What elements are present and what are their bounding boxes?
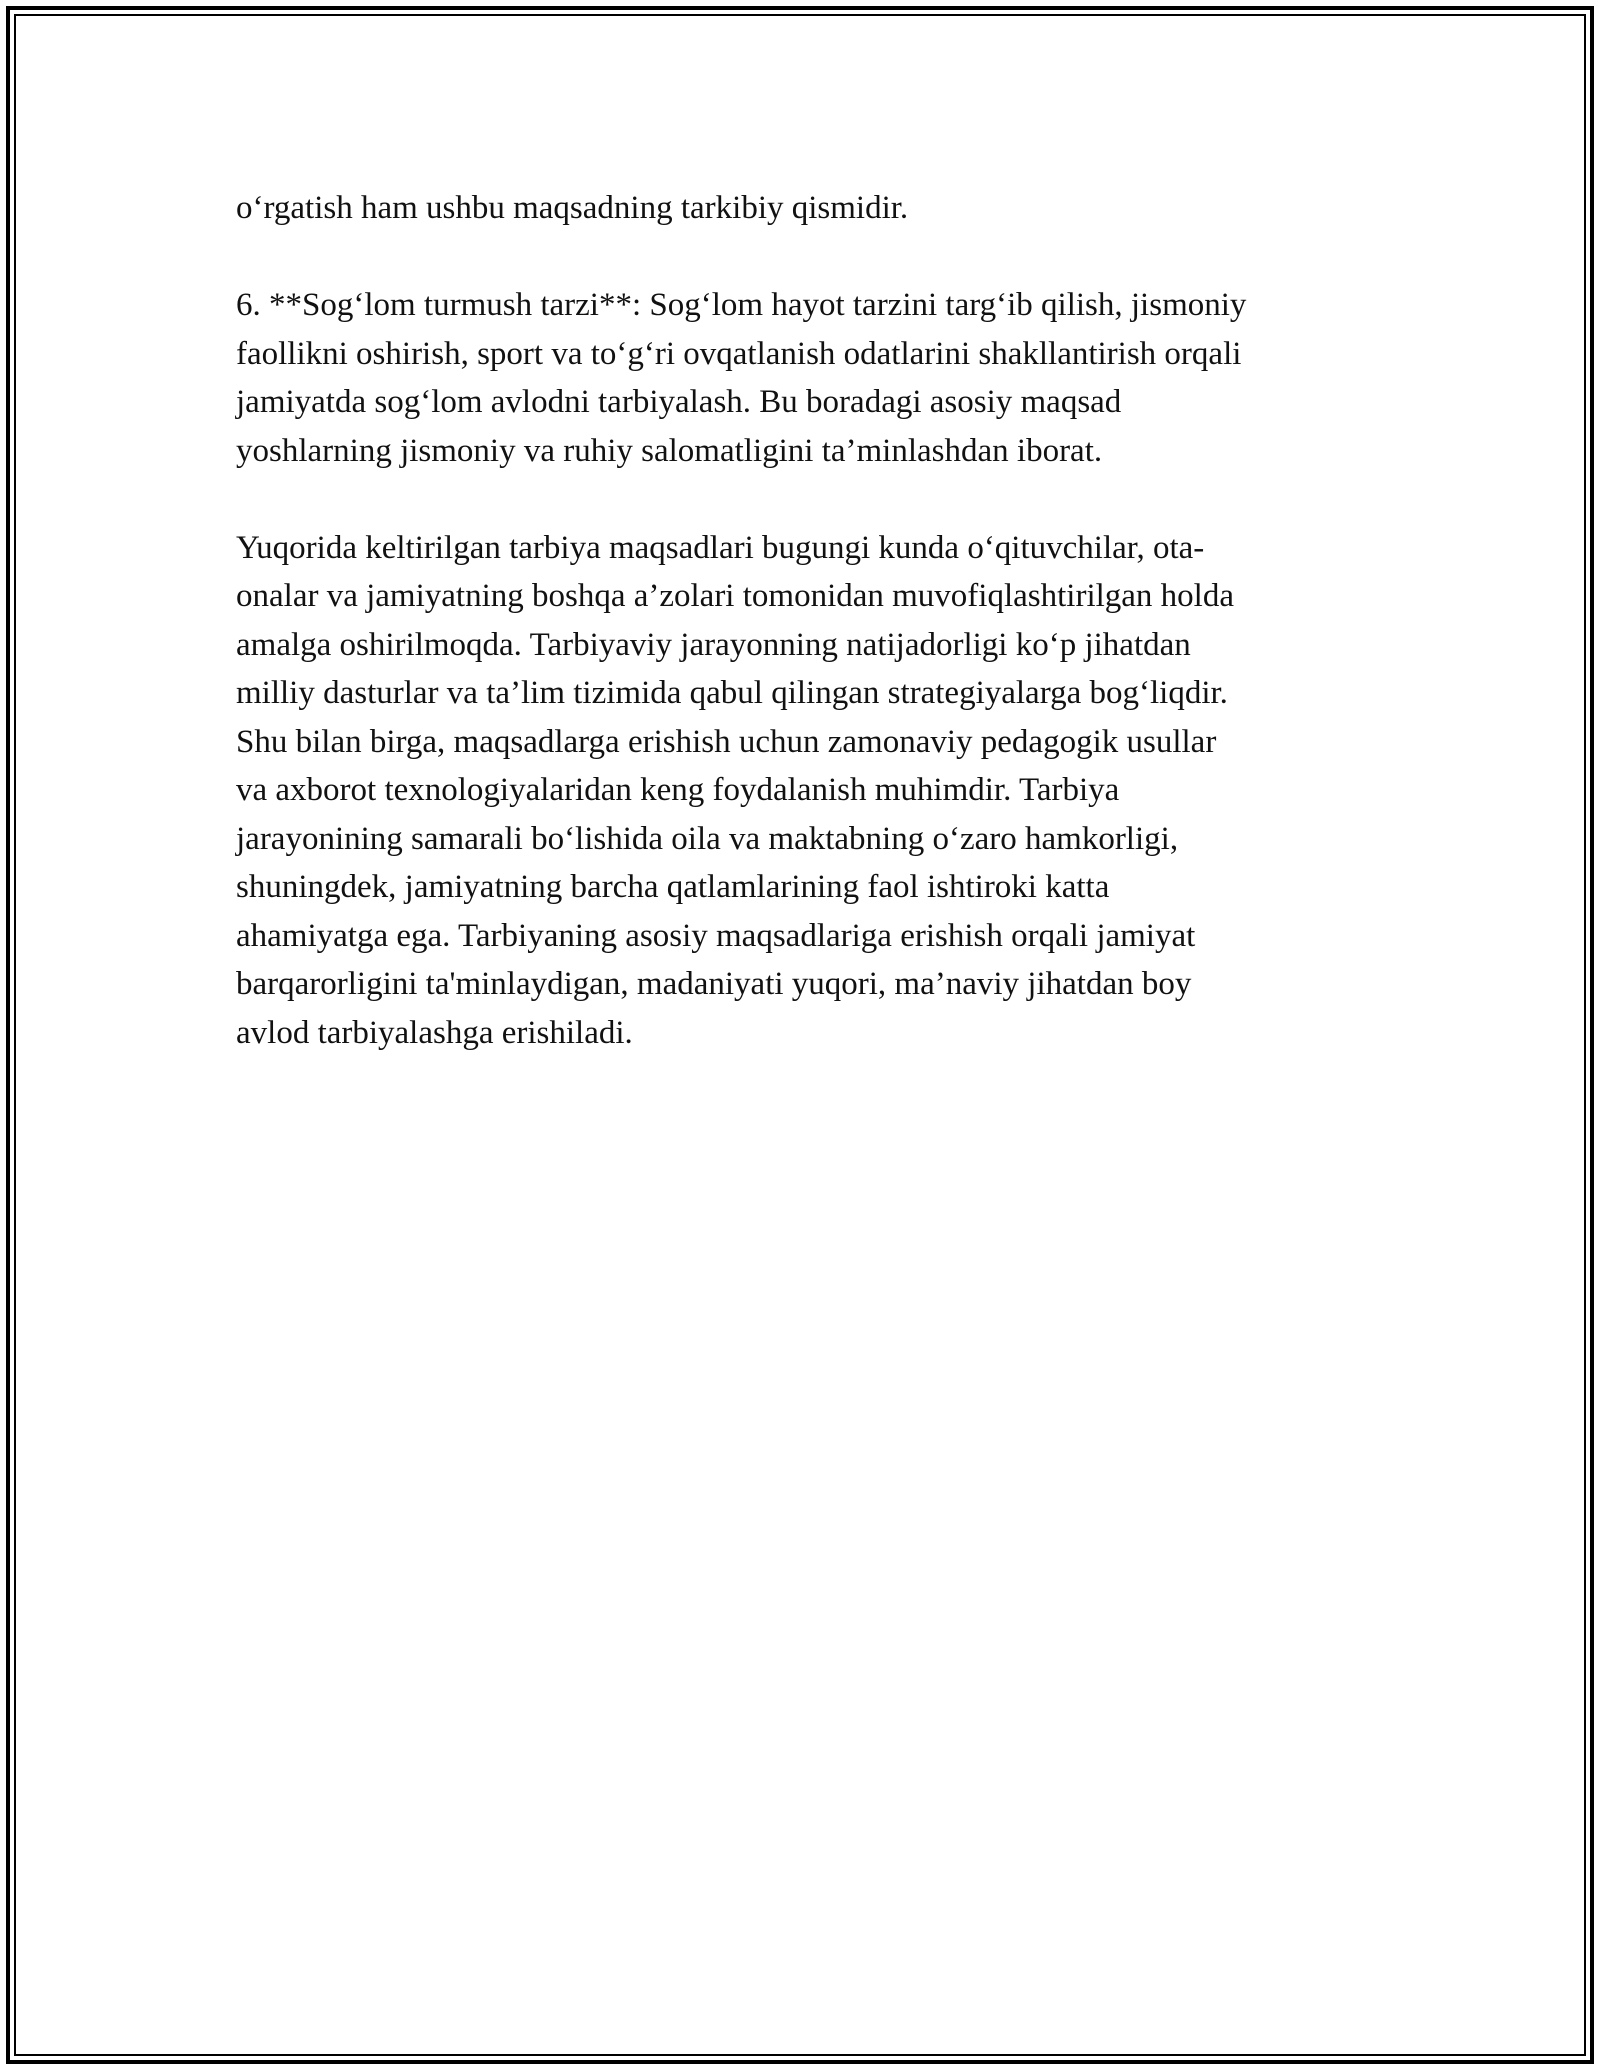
paragraph-continuation: o‘rgatish ham ushbu maqsadning tarkibiy qismidir.	[236, 190, 909, 226]
paragraph-healthy-lifestyle: 6. **Sog‘lom turmush tarzi**: Sog‘lom hayot tarzini targ‘ib qilish, jismoniy faollikni oshirish, sport va to‘g‘ri ovqatlanish odatlarini shakllantirish orqali jamiyatda sog‘lom avlodni tarbiyalash. Bu boradagi asosiy maqsad yoshlarning jismoniy va ruhiy salomatligini ta’minlashdan iborat.	[236, 287, 1247, 469]
document-body	[236, 184, 1372, 1106]
paragraph-conclusion: Yuqorida keltirilgan tarbiya maqsadlari bugungi kunda o‘qituvchilar, ota- onalar va jamiyatning boshqa a’zolari tomonidan muvofiqlashtirilgan holda amalga oshirilmoqda. Tarbiyaviy jarayonning natijadorligi ko‘p jihatdan milliy dasturlar va ta’lim tizimida qabul qilingan strategiyalarga bog‘liqdir. Shu bilan birga, maqsadlarga erishish uchun zamonaviy pedagogik usullar va axborot texnologiyalaridan keng foydalanish muhimdir. Tarbiya jarayonining samarali bo‘lishida oila va maktabning o‘zaro hamkorligi, shuningdek, jamiyatning barcha qatlamlarining faol ishtiroki katta ahamiyatga ega. Tarbiyaning asosiy maqsadlariga erishish orqali jamiyat barqarorligini ta'minlaydigan, madaniyati yuqori, ma’naviy jihatdan boy avlod tarbiyalashga erishiladi.	[236, 529, 1234, 1051]
